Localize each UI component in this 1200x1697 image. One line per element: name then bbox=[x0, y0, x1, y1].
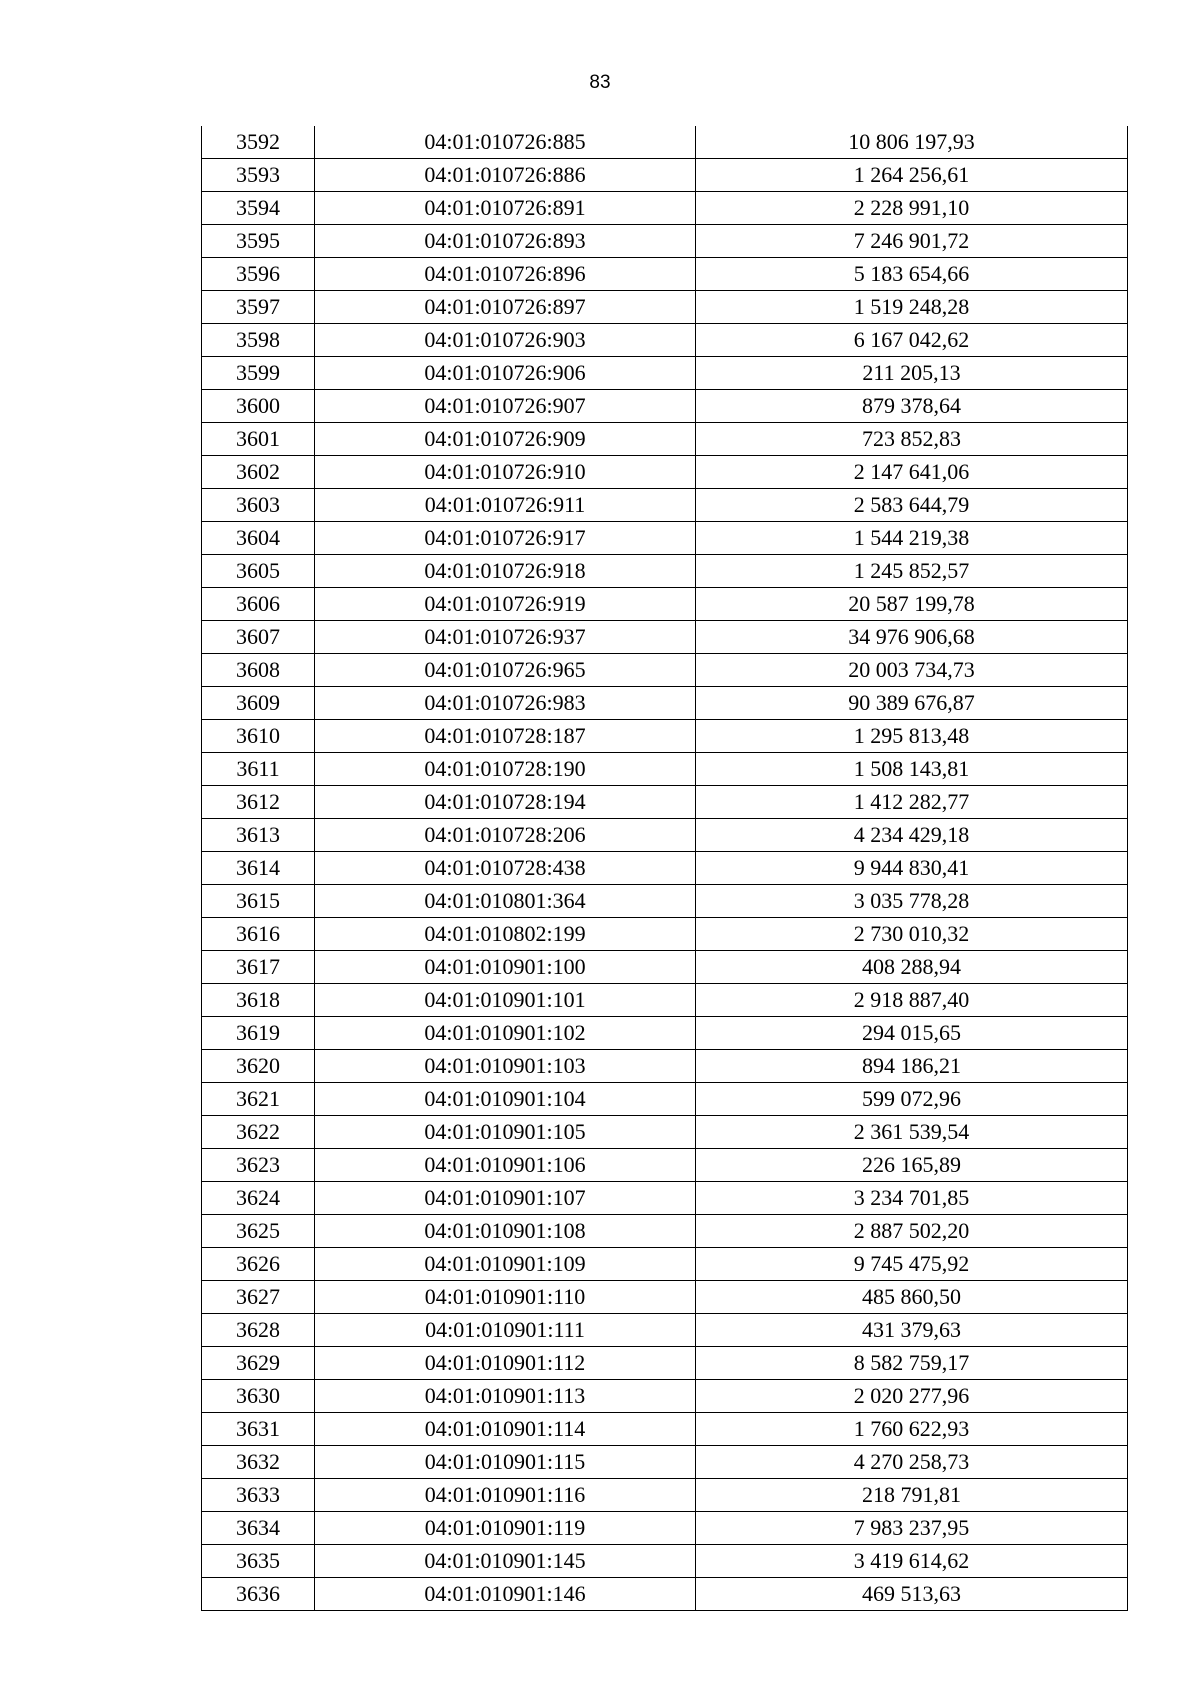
cadastral-number-cell: 04:01:010728:206 bbox=[315, 819, 696, 852]
row-number-cell: 3602 bbox=[202, 456, 315, 489]
row-number-cell: 3608 bbox=[202, 654, 315, 687]
table-row bbox=[202, 1314, 1128, 1347]
row-number-cell: 3616 bbox=[202, 918, 315, 951]
cadastral-value-cell: 2 730 010,32 bbox=[696, 918, 1128, 951]
row-number-cell: 3624 bbox=[202, 1182, 315, 1215]
cadastral-value-cell: 294 015,65 bbox=[696, 1017, 1128, 1050]
cadastral-number-cell: 04:01:010728:194 bbox=[315, 786, 696, 819]
row-number-cell: 3618 bbox=[202, 984, 315, 1017]
row-number-cell: 3634 bbox=[202, 1512, 315, 1545]
cadastral-number-cell: 04:01:010726:983 bbox=[315, 687, 696, 720]
table-row bbox=[202, 1446, 1128, 1479]
cadastral-value-cell: 469 513,63 bbox=[696, 1578, 1128, 1611]
cadastral-number-cell: 04:01:010728:187 bbox=[315, 720, 696, 753]
cadastral-value-cell: 431 379,63 bbox=[696, 1314, 1128, 1347]
cadastral-number-cell: 04:01:010901:115 bbox=[315, 1446, 696, 1479]
cadastral-number-cell: 04:01:010726:919 bbox=[315, 588, 696, 621]
row-number-cell: 3613 bbox=[202, 819, 315, 852]
row-number-cell: 3633 bbox=[202, 1479, 315, 1512]
cadastral-value-cell: 9 944 830,41 bbox=[696, 852, 1128, 885]
cadastral-value-cell: 2 583 644,79 bbox=[696, 489, 1128, 522]
cadastral-number-cell: 04:01:010726:903 bbox=[315, 324, 696, 357]
cadastral-value-cell: 2 918 887,40 bbox=[696, 984, 1128, 1017]
cadastral-number-cell: 04:01:010901:112 bbox=[315, 1347, 696, 1380]
row-number-cell: 3622 bbox=[202, 1116, 315, 1149]
cadastral-number-cell: 04:01:010801:364 bbox=[315, 885, 696, 918]
table-row bbox=[202, 1149, 1128, 1182]
cadastral-value-cell: 1 544 219,38 bbox=[696, 522, 1128, 555]
cadastral-value-cell: 20 587 199,78 bbox=[696, 588, 1128, 621]
cadastral-value-cell: 1 264 256,61 bbox=[696, 159, 1128, 192]
cadastral-number-cell: 04:01:010901:116 bbox=[315, 1479, 696, 1512]
table-row bbox=[202, 984, 1128, 1017]
cadastral-number-cell: 04:01:010901:107 bbox=[315, 1182, 696, 1215]
cadastral-value-cell: 3 035 778,28 bbox=[696, 885, 1128, 918]
cadastral-number-cell: 04:01:010901:108 bbox=[315, 1215, 696, 1248]
table-row bbox=[202, 918, 1128, 951]
row-number-cell: 3603 bbox=[202, 489, 315, 522]
cadastral-number-cell: 04:01:010901:103 bbox=[315, 1050, 696, 1083]
cadastral-value-cell: 4 270 258,73 bbox=[696, 1446, 1128, 1479]
cadastral-number-cell: 04:01:010726:965 bbox=[315, 654, 696, 687]
table-row bbox=[202, 885, 1128, 918]
table-row bbox=[202, 192, 1128, 225]
table-row bbox=[202, 951, 1128, 984]
table-row bbox=[202, 258, 1128, 291]
row-number-cell: 3620 bbox=[202, 1050, 315, 1083]
table-row bbox=[202, 390, 1128, 423]
table-row bbox=[202, 126, 1128, 159]
cadastral-number-cell: 04:01:010726:909 bbox=[315, 423, 696, 456]
cadastral-number-cell: 04:01:010726:897 bbox=[315, 291, 696, 324]
cadastral-number-cell: 04:01:010901:101 bbox=[315, 984, 696, 1017]
row-number-cell: 3599 bbox=[202, 357, 315, 390]
cadastral-value-cell: 3 419 614,62 bbox=[696, 1545, 1128, 1578]
cadastral-value-cell: 1 508 143,81 bbox=[696, 753, 1128, 786]
page-number: 83 bbox=[589, 72, 611, 93]
cadastral-number-cell: 04:01:010726:891 bbox=[315, 192, 696, 225]
cadastral-number-cell: 04:01:010726:918 bbox=[315, 555, 696, 588]
table-row bbox=[202, 357, 1128, 390]
table-row bbox=[202, 1281, 1128, 1314]
cadastral-value-cell: 1 295 813,48 bbox=[696, 720, 1128, 753]
cadastral-number-cell: 04:01:010901:109 bbox=[315, 1248, 696, 1281]
table-row bbox=[202, 555, 1128, 588]
row-number-cell: 3607 bbox=[202, 621, 315, 654]
table-body bbox=[202, 126, 1128, 1611]
cadastral-value-table bbox=[201, 126, 1128, 1611]
cadastral-number-cell: 04:01:010901:104 bbox=[315, 1083, 696, 1116]
cadastral-number-cell: 04:01:010901:114 bbox=[315, 1413, 696, 1446]
table-row bbox=[202, 1479, 1128, 1512]
cadastral-number-cell: 04:01:010726:896 bbox=[315, 258, 696, 291]
cadastral-value-cell: 7 983 237,95 bbox=[696, 1512, 1128, 1545]
cadastral-number-cell: 04:01:010726:937 bbox=[315, 621, 696, 654]
table-row bbox=[202, 1182, 1128, 1215]
cadastral-value-cell: 5 183 654,66 bbox=[696, 258, 1128, 291]
row-number-cell: 3628 bbox=[202, 1314, 315, 1347]
cadastral-value-cell: 894 186,21 bbox=[696, 1050, 1128, 1083]
cadastral-number-cell: 04:01:010726:906 bbox=[315, 357, 696, 390]
row-number-cell: 3609 bbox=[202, 687, 315, 720]
row-number-cell: 3626 bbox=[202, 1248, 315, 1281]
row-number-cell: 3617 bbox=[202, 951, 315, 984]
row-number-cell: 3600 bbox=[202, 390, 315, 423]
row-number-cell: 3606 bbox=[202, 588, 315, 621]
row-number-cell: 3635 bbox=[202, 1545, 315, 1578]
table-row bbox=[202, 1578, 1128, 1611]
table-row bbox=[202, 819, 1128, 852]
cadastral-number-cell: 04:01:010802:199 bbox=[315, 918, 696, 951]
cadastral-value-cell: 8 582 759,17 bbox=[696, 1347, 1128, 1380]
cadastral-value-cell: 4 234 429,18 bbox=[696, 819, 1128, 852]
cadastral-value-cell: 211 205,13 bbox=[696, 357, 1128, 390]
cadastral-value-cell: 2 147 641,06 bbox=[696, 456, 1128, 489]
cadastral-value-cell: 90 389 676,87 bbox=[696, 687, 1128, 720]
row-number-cell: 3612 bbox=[202, 786, 315, 819]
row-number-cell: 3604 bbox=[202, 522, 315, 555]
table-row bbox=[202, 588, 1128, 621]
cadastral-value-cell: 218 791,81 bbox=[696, 1479, 1128, 1512]
table-row bbox=[202, 1248, 1128, 1281]
cadastral-value-cell: 10 806 197,93 bbox=[696, 126, 1128, 159]
table-row bbox=[202, 159, 1128, 192]
cadastral-value-cell: 599 072,96 bbox=[696, 1083, 1128, 1116]
cadastral-number-cell: 04:01:010901:106 bbox=[315, 1149, 696, 1182]
row-number-cell: 3595 bbox=[202, 225, 315, 258]
table-row bbox=[202, 621, 1128, 654]
table-row bbox=[202, 786, 1128, 819]
cadastral-value-cell: 1 519 248,28 bbox=[696, 291, 1128, 324]
cadastral-value-cell: 1 412 282,77 bbox=[696, 786, 1128, 819]
cadastral-value-cell: 7 246 901,72 bbox=[696, 225, 1128, 258]
table-row bbox=[202, 1215, 1128, 1248]
cadastral-number-cell: 04:01:010726:886 bbox=[315, 159, 696, 192]
table-row bbox=[202, 225, 1128, 258]
row-number-cell: 3631 bbox=[202, 1413, 315, 1446]
cadastral-number-cell: 04:01:010726:910 bbox=[315, 456, 696, 489]
row-number-cell: 3627 bbox=[202, 1281, 315, 1314]
cadastral-value-cell: 2 228 991,10 bbox=[696, 192, 1128, 225]
cadastral-value-cell: 6 167 042,62 bbox=[696, 324, 1128, 357]
row-number-cell: 3614 bbox=[202, 852, 315, 885]
table-row bbox=[202, 1347, 1128, 1380]
cadastral-value-cell: 2 887 502,20 bbox=[696, 1215, 1128, 1248]
cadastral-value-cell: 879 378,64 bbox=[696, 390, 1128, 423]
cadastral-number-cell: 04:01:010901:110 bbox=[315, 1281, 696, 1314]
row-number-cell: 3593 bbox=[202, 159, 315, 192]
cadastral-value-cell: 3 234 701,85 bbox=[696, 1182, 1128, 1215]
row-number-cell: 3598 bbox=[202, 324, 315, 357]
cadastral-number-cell: 04:01:010901:111 bbox=[315, 1314, 696, 1347]
row-number-cell: 3615 bbox=[202, 885, 315, 918]
table-row bbox=[202, 720, 1128, 753]
row-number-cell: 3611 bbox=[202, 753, 315, 786]
row-number-cell: 3632 bbox=[202, 1446, 315, 1479]
cadastral-number-cell: 04:01:010901:102 bbox=[315, 1017, 696, 1050]
cadastral-number-cell: 04:01:010901:146 bbox=[315, 1578, 696, 1611]
table-row bbox=[202, 1380, 1128, 1413]
cadastral-number-cell: 04:01:010901:145 bbox=[315, 1545, 696, 1578]
cadastral-value-cell: 485 860,50 bbox=[696, 1281, 1128, 1314]
cadastral-number-cell: 04:01:010726:907 bbox=[315, 390, 696, 423]
cadastral-number-cell: 04:01:010728:438 bbox=[315, 852, 696, 885]
row-number-cell: 3621 bbox=[202, 1083, 315, 1116]
table-row bbox=[202, 291, 1128, 324]
row-number-cell: 3636 bbox=[202, 1578, 315, 1611]
table-row bbox=[202, 654, 1128, 687]
table-row bbox=[202, 1512, 1128, 1545]
row-number-cell: 3625 bbox=[202, 1215, 315, 1248]
cadastral-value-cell: 1 245 852,57 bbox=[696, 555, 1128, 588]
cadastral-number-cell: 04:01:010726:911 bbox=[315, 489, 696, 522]
table-row bbox=[202, 423, 1128, 456]
row-number-cell: 3594 bbox=[202, 192, 315, 225]
table-row bbox=[202, 1116, 1128, 1149]
table-row bbox=[202, 1050, 1128, 1083]
table-row bbox=[202, 852, 1128, 885]
row-number-cell: 3592 bbox=[202, 126, 315, 159]
table-row bbox=[202, 1545, 1128, 1578]
row-number-cell: 3597 bbox=[202, 291, 315, 324]
cadastral-number-cell: 04:01:010901:105 bbox=[315, 1116, 696, 1149]
cadastral-value-cell: 723 852,83 bbox=[696, 423, 1128, 456]
cadastral-value-cell: 2 361 539,54 bbox=[696, 1116, 1128, 1149]
table-row bbox=[202, 1017, 1128, 1050]
cadastral-value-cell: 34 976 906,68 bbox=[696, 621, 1128, 654]
table-row bbox=[202, 1083, 1128, 1116]
table-row bbox=[202, 489, 1128, 522]
cadastral-number-cell: 04:01:010901:100 bbox=[315, 951, 696, 984]
cadastral-number-cell: 04:01:010901:119 bbox=[315, 1512, 696, 1545]
row-number-cell: 3619 bbox=[202, 1017, 315, 1050]
row-number-cell: 3630 bbox=[202, 1380, 315, 1413]
row-number-cell: 3601 bbox=[202, 423, 315, 456]
cadastral-value-cell: 1 760 622,93 bbox=[696, 1413, 1128, 1446]
cadastral-value-cell: 408 288,94 bbox=[696, 951, 1128, 984]
table-row bbox=[202, 1413, 1128, 1446]
cadastral-value-cell: 20 003 734,73 bbox=[696, 654, 1128, 687]
table-row bbox=[202, 753, 1128, 786]
table-row bbox=[202, 456, 1128, 489]
cadastral-value-cell: 226 165,89 bbox=[696, 1149, 1128, 1182]
table-row bbox=[202, 324, 1128, 357]
row-number-cell: 3605 bbox=[202, 555, 315, 588]
table-row bbox=[202, 522, 1128, 555]
row-number-cell: 3610 bbox=[202, 720, 315, 753]
cadastral-value-cell: 9 745 475,92 bbox=[696, 1248, 1128, 1281]
cadastral-number-cell: 04:01:010726:893 bbox=[315, 225, 696, 258]
cadastral-number-cell: 04:01:010726:885 bbox=[315, 126, 696, 159]
cadastral-number-cell: 04:01:010901:113 bbox=[315, 1380, 696, 1413]
row-number-cell: 3623 bbox=[202, 1149, 315, 1182]
table-row bbox=[202, 687, 1128, 720]
cadastral-number-cell: 04:01:010728:190 bbox=[315, 753, 696, 786]
cadastral-number-cell: 04:01:010726:917 bbox=[315, 522, 696, 555]
row-number-cell: 3629 bbox=[202, 1347, 315, 1380]
cadastral-value-cell: 2 020 277,96 bbox=[696, 1380, 1128, 1413]
row-number-cell: 3596 bbox=[202, 258, 315, 291]
